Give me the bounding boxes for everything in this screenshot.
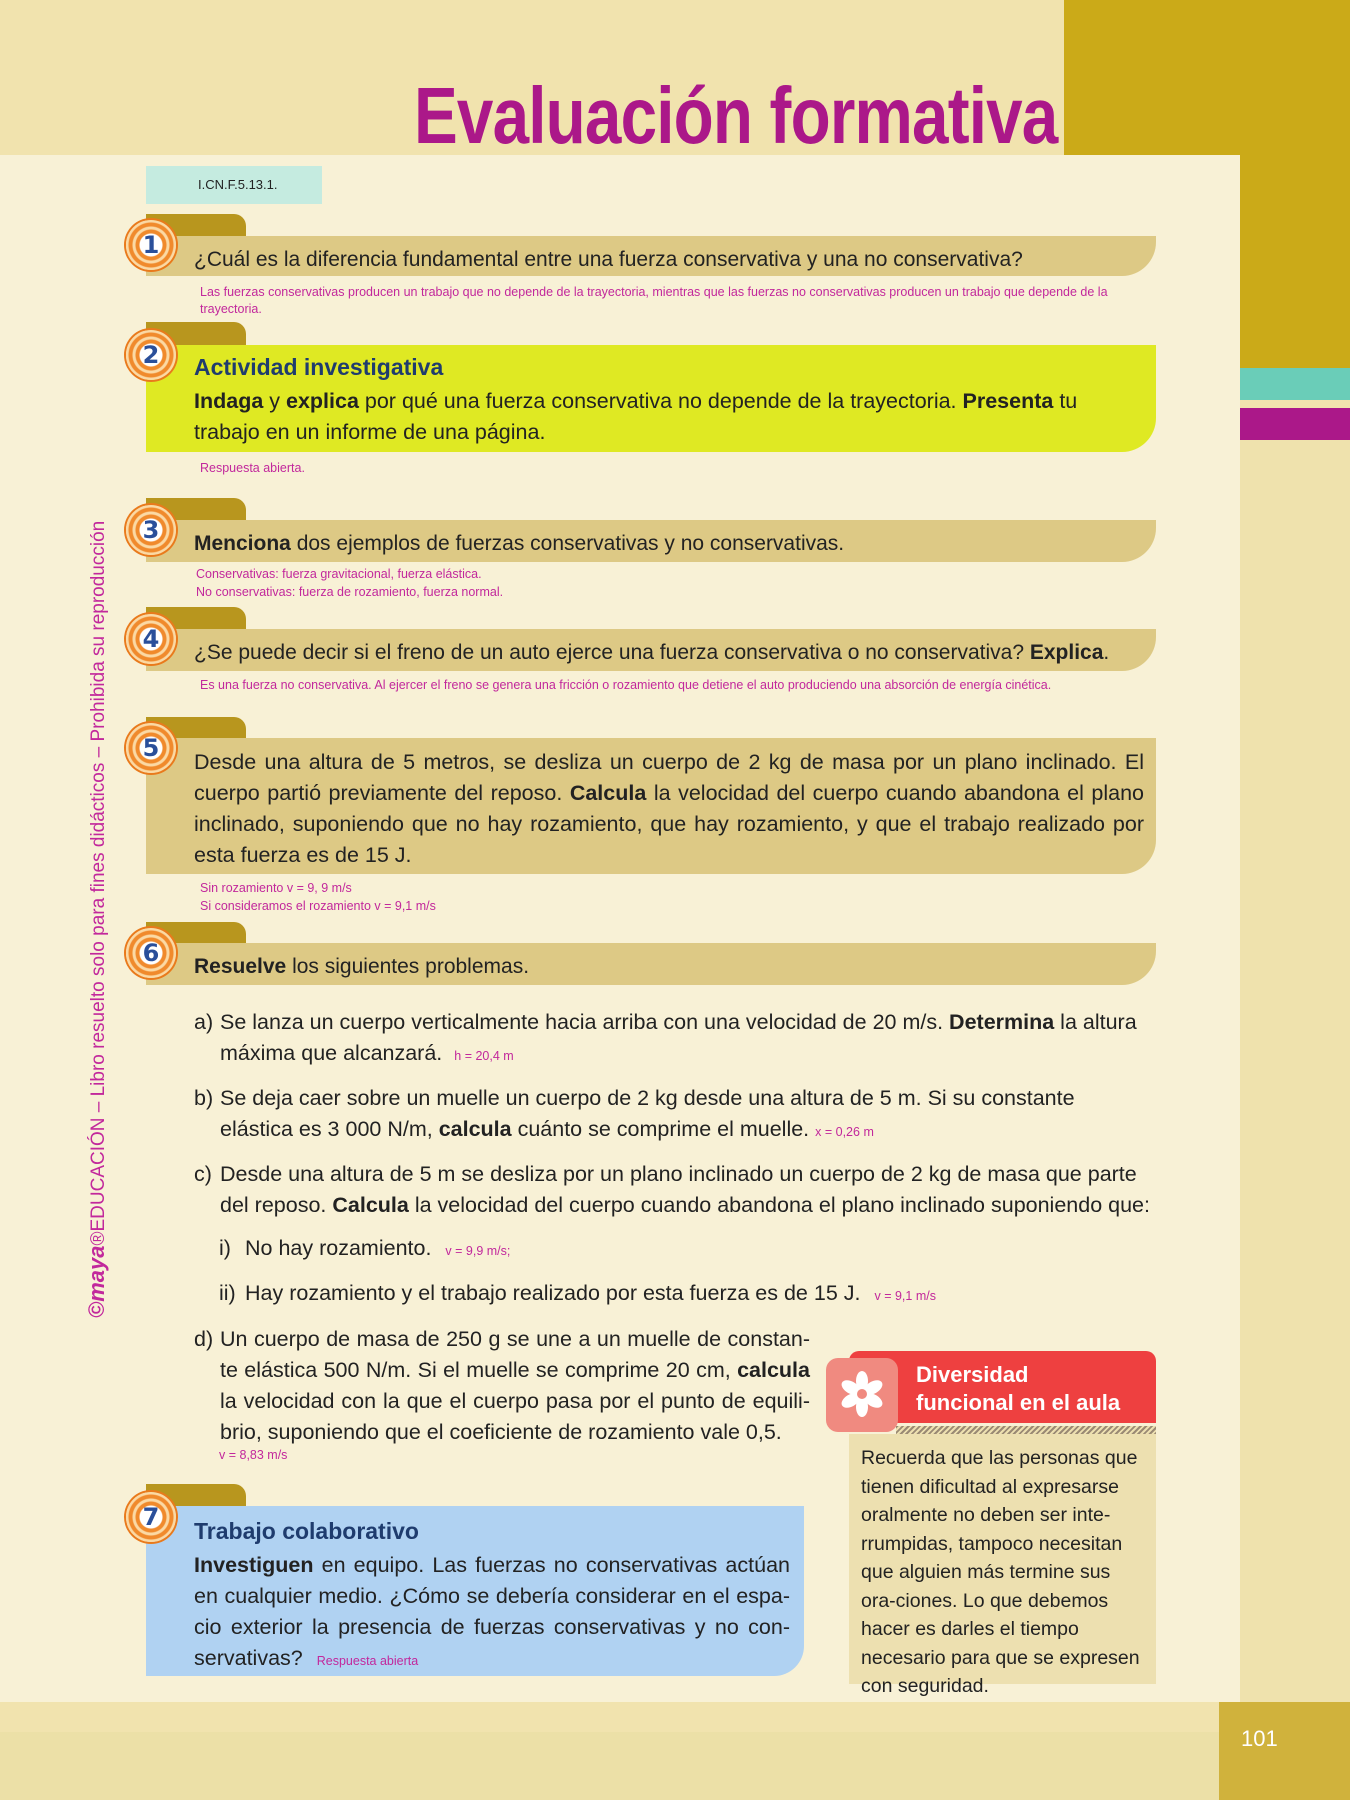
q5-text-2: la velocidad del cuerpo cuando abandona el plano inclinado, suponiendo que no hay rozamiento, que hay rozamiento, y que el trabajo realizado por esta fuerza es de 15 J. xyxy=(194,781,1144,867)
diversity-body: Recuerda que las personas que tienen dificultad al expresarse oralmente no deben ser inte-rrumpidas, tampoco necesitan que alguien más termine sus ora-ciones. Lo que debemos hacer es darles el tiempo necesario para que se expresen con seguridad. xyxy=(861,1447,1140,1697)
q1-number-badge: 1 xyxy=(126,220,176,270)
bottom-strip xyxy=(0,1732,1350,1800)
q6-c-i-answer: v = 9,9 m/s; xyxy=(445,1244,511,1258)
q1-question: ¿Cuál es la diferencia fundamental entre una fuerza conservativa y una no conservativa? xyxy=(194,248,1023,271)
q6-b-label: b) xyxy=(194,1086,214,1110)
q6-a-text-1: Se lanza un cuerpo verticalmente hacia arriba con una velocidad de 20 m/s. xyxy=(220,1010,950,1034)
q4-question xyxy=(194,637,1154,668)
indicator-code: I.CN.F.5.13.1. xyxy=(198,177,278,192)
copyright-vertical-text xyxy=(84,468,118,1318)
q6-a-label: a) xyxy=(194,1010,214,1034)
flower-icon xyxy=(826,1358,898,1432)
q2-bold-2: explica xyxy=(286,389,359,413)
page-number-box xyxy=(1219,1702,1350,1800)
q7-number-badge: 7 xyxy=(126,1492,176,1542)
q6-c-bold: Calcula xyxy=(332,1193,409,1217)
brand-text: ©maya xyxy=(84,1245,109,1318)
q2-text xyxy=(194,386,1144,448)
right-margin-column xyxy=(1240,440,1350,1702)
q7-answer: Respuesta abierta xyxy=(316,1654,419,1668)
magenta-side-tab xyxy=(1240,408,1350,440)
q6-b-answer: x = 0,26 m xyxy=(815,1125,874,1139)
q2-text-3: tu trabajo en un informe de una página. xyxy=(194,389,1078,444)
q6-item-a xyxy=(194,1007,1144,1069)
q6-item-c-ii xyxy=(219,1278,1145,1309)
q5-answer-1: Sin rozamiento v = 9, 9 m/s xyxy=(200,881,352,895)
q4-text-1: ¿Se puede decir si el freno de un auto ejerce una fuerza conservativa o no conservativa? xyxy=(194,641,1030,664)
q7-heading: Trabajo colaborativo xyxy=(194,1518,419,1544)
q3-question xyxy=(194,528,1154,559)
q6-d-answer: v = 8,83 m/s xyxy=(219,1448,288,1462)
diversity-title-2: funcional en el aula xyxy=(916,1390,1121,1415)
indicator-code-box xyxy=(146,166,322,204)
q6-c-label: c) xyxy=(194,1162,212,1186)
copyright-rest: ®EDUCACIÓN – Libro resuelto solo para fines didácticos – Prohibida su reproducción xyxy=(88,520,109,1246)
q3-answer-2: No conservativas: fuerza de rozamiento, fuerza normal. xyxy=(196,585,504,599)
q6-b-text-1: Se deja caer sobre un muelle un cuerpo de 2 kg desde una altura de 5 m. Si su constante elástica es 3 000 N/m, xyxy=(220,1086,1075,1141)
q6-b-bold: calcula xyxy=(438,1117,512,1141)
q4-number-badge: 4 xyxy=(126,614,176,664)
q6-item-d xyxy=(194,1324,810,1448)
q5-question xyxy=(194,747,1144,871)
q6-c-text-2: la velocidad del cuerpo cuando abandona el plano inclinado suponiendo que: xyxy=(408,1193,1150,1217)
q4-bold: Explica xyxy=(1029,641,1104,664)
q2-bold-1: Indaga xyxy=(194,389,264,413)
q6-c-i-text: No hay rozamiento. xyxy=(245,1236,432,1260)
q6-item-b xyxy=(194,1083,1144,1145)
q6-item-c xyxy=(194,1159,1160,1221)
diversity-body-box xyxy=(849,1434,1156,1697)
q2-bold-3: Presenta xyxy=(962,389,1054,413)
q2-heading: Actividad investigativa xyxy=(194,354,444,380)
q7-text xyxy=(194,1550,790,1674)
q3-answer-1: Conservativas: fuerza gravitacional, fuerza elástica. xyxy=(196,567,482,581)
diversity-icon-box xyxy=(826,1358,898,1432)
q3-text: dos ejemplos de fuerzas conservativas y no conservativas. xyxy=(290,532,845,555)
diversity-title-1: Diversidad xyxy=(916,1362,1029,1387)
q6-question xyxy=(194,951,1154,982)
q6-number-badge: 6 xyxy=(126,928,176,978)
q6-b-text-2: cuánto se comprime el muelle. xyxy=(511,1117,810,1141)
page-title: Evaluación formativa xyxy=(414,71,1058,160)
q6-d-text-1: Un cuerpo de masa de 250 g se une a un muelle de constan-te elástica 500 N/m. Si el muelle se comprime 20 cm, xyxy=(220,1327,810,1382)
q6-c-ii-text: Hay rozamiento y el trabajo realizado por esta fuerza es de 15 J. xyxy=(245,1281,861,1305)
q6-d-text-2: la velocidad con la que el cuerpo pasa por el punto de equili-brio, suponiendo que el coeficiente de rozamiento vale 0,5. xyxy=(220,1389,810,1444)
q6-c-text-1: Desde una altura de 5 m se desliza por un plano inclinado un cuerpo de 2 kg de masa que parte del reposo. xyxy=(220,1162,1137,1217)
q6-bold: Resuelve xyxy=(194,955,287,978)
q5-number-badge: 5 xyxy=(126,723,176,773)
q7-text-1: en equipo. Las fuerzas no conservativas actúan en cualquier medio. ¿Cómo se debería considerar en el espa-cio exterior la presencia de fuerzas conservativas y no con-servativas? xyxy=(194,1553,790,1670)
diversity-hatch-divider xyxy=(896,1426,1156,1434)
q5-text-1: Desde una altura de 5 metros, se desliza un cuerpo de 2 kg de masa por un plano inclinado. El cuerpo partió previamente del reposo. xyxy=(194,750,1144,805)
q6-item-c-i xyxy=(219,1233,1125,1264)
q6-c-i-label: i) xyxy=(219,1236,231,1260)
q6-a-text-2: la altura máxima que alcanzará. xyxy=(220,1010,1137,1065)
q3-bold: Menciona xyxy=(194,532,291,555)
q6-c-ii-label: ii) xyxy=(219,1281,236,1305)
q6-a-answer: h = 20,4 m xyxy=(454,1049,514,1063)
page-number: 101 xyxy=(1241,1726,1278,1751)
teal-side-tab xyxy=(1240,368,1350,400)
q7-bold: Investiguen xyxy=(194,1553,314,1577)
q6-d-label: d) xyxy=(194,1327,214,1351)
q1-answer: Las fuerzas conservativas producen un trabajo que no depende de la trayectoria, mientras que las fuerzas no conservativas producen un trabajo que depende de la trayectoria. xyxy=(200,285,1108,316)
q6-a-bold: Determina xyxy=(949,1010,1055,1034)
q5-answer-2: Si consideramos el rozamiento v = 9,1 m/s xyxy=(200,899,436,913)
q2-text-1: y xyxy=(263,389,286,413)
q2-answer: Respuesta abierta. xyxy=(200,461,305,475)
q4-answer: Es una fuerza no conservativa. Al ejercer el freno se genera una fricción o rozamiento que detiene el auto produciendo una absorción de energía cinética. xyxy=(200,678,1052,692)
q2-text-2: por qué una fuerza conservativa no depende de la trayectoria. xyxy=(358,389,963,413)
q3-number-badge: 3 xyxy=(126,505,176,555)
q2-number-badge: 2 xyxy=(126,330,176,380)
q4-text-2: . xyxy=(1103,641,1110,664)
q6-c-ii-answer: v = 9,1 m/s xyxy=(874,1289,936,1303)
q5-bold: Calcula xyxy=(569,781,647,805)
q6-text: los siguientes problemas. xyxy=(286,955,530,978)
q6-d-bold: calcula xyxy=(737,1358,810,1382)
